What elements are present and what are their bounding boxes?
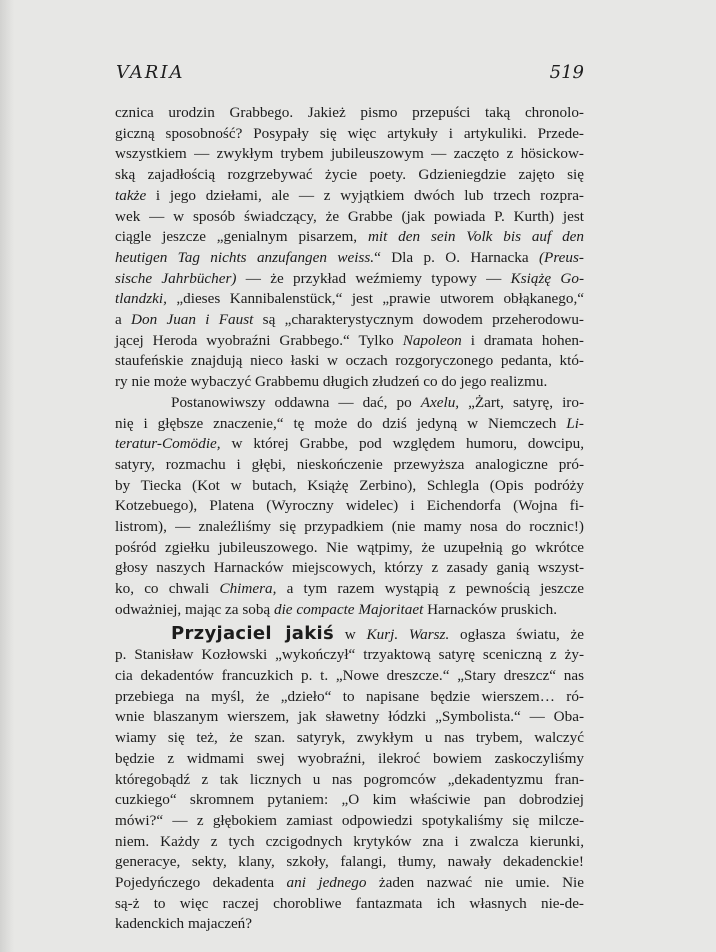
text-span: będzie z widmami swej wyobraźni, ilekroć bowiem zaskoczyliśmy — [115, 749, 584, 767]
text-span: w — [334, 625, 367, 643]
text-span: staufeńskie znajdują nieco łaski w oczach rozgoryczonego pedanta, któ- — [115, 352, 584, 370]
italic-text: mit den sein Volk bis auf den — [367, 228, 584, 246]
italic-text: Axelu, — [420, 393, 460, 411]
text-line — [115, 248, 584, 269]
text-line — [115, 687, 584, 708]
text-line — [115, 393, 584, 414]
text-line — [115, 645, 584, 666]
text-line — [115, 624, 584, 646]
text-line — [115, 103, 584, 124]
text-line — [115, 372, 584, 393]
text-span: p. Stanisław Kozłowski „wykończył“ trzyaktową satyrę sceniczną z ży- — [115, 646, 584, 664]
text-span: cia dekadentów francuzkich p. t. „Nowe dreszcze.“ „Stary dreszcz“ nas — [115, 666, 584, 684]
text-span: “ Dla p. O. Harnacka — [374, 248, 539, 266]
section-lead: Przyjaciel jakiś — [171, 622, 335, 644]
text-span: cuzkiego“ skromnem pytaniem: „O kim właściwie pan dobrodziej — [115, 791, 584, 809]
text-line — [115, 331, 584, 352]
text-span: ry nie może wybaczyć Grabbemu długich złudzeń co do jego realizmu. — [115, 373, 548, 391]
text-line — [115, 476, 584, 497]
text-line — [115, 600, 584, 621]
text-line — [115, 496, 584, 517]
text-span: ko, co chwali — [115, 580, 220, 598]
text-span: a — [115, 311, 132, 329]
text-line — [115, 579, 584, 600]
text-line — [115, 894, 584, 915]
paragraph — [115, 103, 584, 393]
text-span: mówi?“ — z głębokiem zamiast odpowiedzi spotykaliśmy się milcze- — [115, 811, 584, 829]
text-line — [115, 455, 584, 476]
paragraph — [115, 624, 584, 936]
text-span: przebiega na myśl, że „dzieło“ to napisane będzie wierszem… ró- — [115, 687, 584, 705]
text-span: Pojedyńczego dekadenta — [115, 874, 287, 892]
text-line — [115, 832, 584, 853]
italic-text: tlandzki, — [115, 290, 167, 308]
text-line — [115, 790, 584, 811]
text-span: a tym razem wystąpią z pewnością jeszcze — [276, 580, 584, 598]
text-span: giczną sposobność? Posypały się więc artykuły i artykuliki. Przede- — [115, 124, 584, 142]
text-span: Harnacków pruskich. — [423, 600, 557, 618]
text-line — [115, 728, 584, 749]
text-span: i jego dziełami, ale — z wyjątkiem dwóch lub trzech rozpra- — [146, 186, 584, 204]
text-span: „Żart, satyrę, iro- — [459, 393, 584, 411]
italic-text: Książę Go- — [510, 269, 585, 287]
text-span: nię i głębsze znaczenie,“ tę może do dziś jedyną w Niemczech — [115, 414, 567, 432]
italic-text: sische Jahrbücher) — [115, 269, 237, 287]
italic-text: teratur-Comödie, — [115, 435, 221, 453]
text-span: głosy naszych Harnacków miejscowych, którzy z zasady ganią wszyst- — [115, 559, 584, 577]
text-line — [115, 770, 584, 791]
text-span: i dramata hohen- — [461, 331, 584, 349]
text-span: wiamy się też, że szan. satyryk, zwykłym u nas trybem, walczyć — [115, 729, 584, 747]
italic-text: Napoleon — [402, 331, 462, 349]
text-line — [115, 351, 584, 372]
text-line — [115, 434, 584, 455]
italic-text: Don Juan i Faust — [131, 311, 254, 329]
text-span: kadenckich majaczeń? — [115, 915, 253, 933]
text-line — [115, 873, 584, 894]
text-span: generacye, sekty, klany, szkoły, falangi, tłumy, nawały dekadenckie! — [115, 853, 584, 871]
text-line — [115, 124, 584, 145]
text-line — [115, 707, 584, 728]
text-span: pośród zgiełku jubileuszowego. Nie wątpimy, że uzupełnią go wkrótce — [115, 538, 584, 556]
italic-text: także — [115, 186, 147, 204]
page-number: 519 — [549, 62, 584, 83]
text-line — [115, 517, 584, 538]
italic-text: Chimera, — [219, 580, 277, 598]
italic-text: ani jednego — [286, 874, 367, 892]
text-span: wnie blaszanym wierszem, jak sławetny łódzki „Symbolista.“ — Oba- — [115, 708, 584, 726]
italic-text: die compacte Majoritaet — [273, 600, 424, 618]
text-span: „dieses Kannibalenstück,“ jest „prawie utworem obłąkanego,“ — [166, 290, 584, 308]
text-span: w której Grabbe, pod względem humoru, dowcipu, — [220, 435, 584, 453]
text-line — [115, 414, 584, 435]
page-edge-shadow — [0, 0, 14, 952]
text-line — [115, 914, 584, 935]
text-span: są „charakterystycznym dowodem przeherodowu- — [253, 311, 584, 329]
text-span: niem. Każdy z tych czcigodnych krytyków zna i zwalcza kierunki, — [115, 832, 584, 850]
text-line — [115, 852, 584, 873]
text-line — [115, 538, 584, 559]
text-line — [115, 144, 584, 165]
paragraph — [115, 393, 584, 621]
text-line — [115, 749, 584, 770]
italic-text: (Preus- — [539, 248, 584, 266]
running-head: VARIA — [116, 62, 185, 83]
body-text — [115, 103, 584, 935]
page-header — [116, 62, 584, 83]
text-span: satyry, rozmachu i głębi, nieskończenie przewyższa analogiczne pró- — [115, 455, 584, 473]
text-line — [115, 227, 584, 248]
text-line — [115, 558, 584, 579]
text-line — [115, 269, 584, 290]
text-line — [115, 289, 584, 310]
text-span: wek — w sposób świadczący, że Grabbe (jak powiada P. Kurth) jest — [115, 207, 584, 225]
text-span: odważniej, mając za sobą — [115, 600, 274, 618]
text-span: ską zajadłością rozgrzebywać życie poety. Gdzieniegdzie zajęto się — [115, 166, 584, 184]
text-line — [115, 811, 584, 832]
italic-text: heutigen Tag nichts anzufangen weiss. — [115, 248, 375, 266]
text-line — [115, 186, 584, 207]
text-span: by Tiecka (Kot w butach, Książę Zerbino), Schlegla (Opis podróży — [115, 476, 584, 494]
text-span: są-ż to więc raczej chorobliwe fantazmata ich własnych nie-de- — [115, 894, 584, 912]
text-span: ogłasza światu, że — [449, 625, 584, 643]
text-span: — że przykład weźmiemy typowy — — [236, 269, 511, 287]
text-line — [115, 666, 584, 687]
text-span: Postanowiwszy oddawna — dać, po — [171, 393, 421, 411]
text-line — [115, 165, 584, 186]
text-span: jącej Heroda wyobraźni Grabbego.“ Tylko — [115, 331, 403, 349]
text-line — [115, 310, 584, 331]
text-span: listrom), — znaleźliśmy się przypadkiem (nie mamy nosa do rocznic!) — [115, 518, 584, 536]
italic-text: Li- — [566, 414, 584, 432]
text-span: ciągle jeszcze „genialnym pisarzem, — [115, 228, 368, 246]
text-span: wszystkiem — zwykłym trybem jubileuszowym — zaczęto z hösickow- — [115, 145, 584, 163]
text-span: cznica urodzin Grabbego. Jakież pismo przepuści taką chronolo- — [115, 104, 584, 121]
text-line — [115, 207, 584, 228]
text-span: Kotzebuego), Platena (Wyroczny widelec) i Eichendorfa (Wojna fi- — [115, 497, 584, 515]
italic-text: Kurj. Warsz. — [366, 625, 450, 643]
text-span: żaden nazwać nie umie. Nie — [366, 874, 584, 892]
text-span: któregobądź z tak licznych u nas pogromców „dekadentyzmu fran- — [115, 770, 584, 788]
